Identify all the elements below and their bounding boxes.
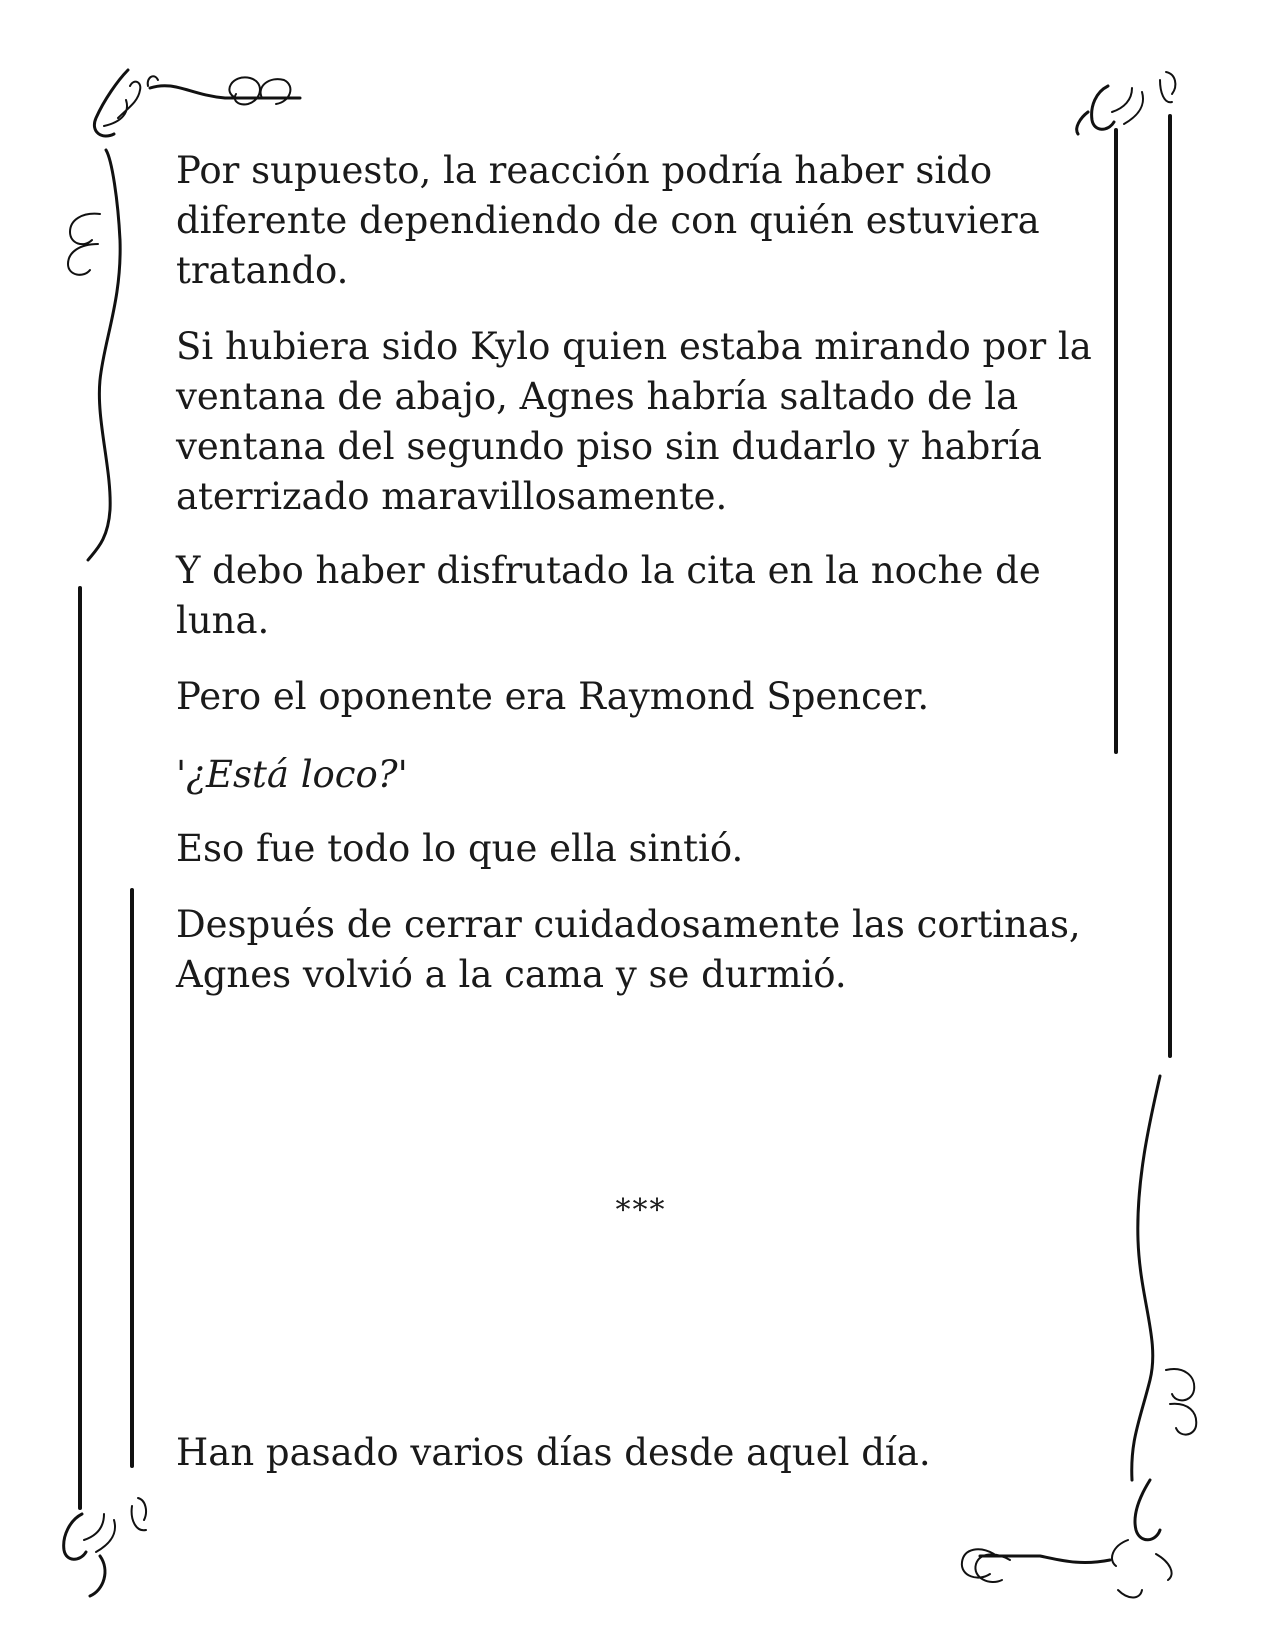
closing-paragraph: Han pasado varios días desde aquel día.: [176, 1431, 931, 1474]
scene-separator: ***: [615, 1193, 667, 1228]
swirl-bottom-left-icon: [64, 1514, 86, 1559]
paragraph-5-thought: '¿Está loco?': [176, 753, 408, 796]
paragraph-1: Por supuesto, la reacción podría haber sido diferente dependiendo de con quién estuviera tratando.: [176, 149, 1040, 292]
paragraph-2: Si hubiera sido Kylo quien estaba mirando por la ventana de abajo, Agnes habría saltado de la ventana del segundo piso sin dudarlo y habría aterrizado maravillosamente.: [176, 325, 1092, 518]
swirl-top-left-icon: [150, 86, 300, 98]
paragraph-7: Después de cerrar cuidadosamente las cortinas, Agnes volvió a la cama y se durmió.: [176, 903, 1081, 996]
paragraph-3: Y debo haber disfrutado la cita en la noche de luna.: [176, 549, 1041, 642]
paragraph-4: Pero el oponente era Raymond Spencer.: [176, 675, 930, 718]
paragraph-6: Eso fue todo lo que ella sintió.: [176, 827, 744, 870]
swirl-top-right-icon: [1092, 86, 1114, 129]
swirl-bottom-right-icon: [1132, 1076, 1160, 1480]
